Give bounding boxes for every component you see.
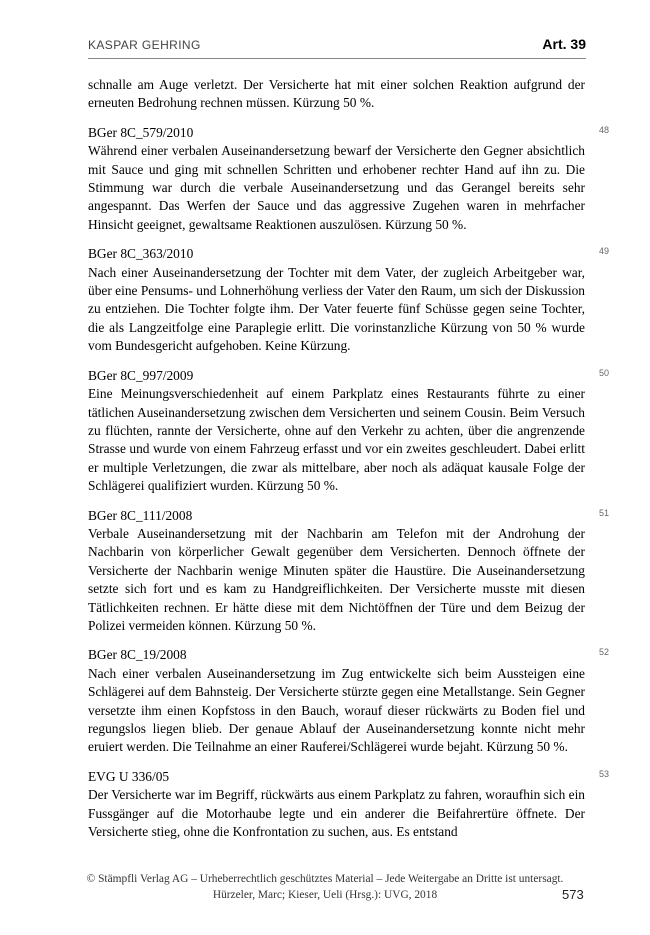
case-entry — [88, 124, 610, 234]
case-text: Der Versicherte war im Begriff, rückwärts aus einem Parkplatz zu fahren, woraufhin sich ein Fussgänger auf die Motorhaube legte und ein anderer die Beifahrertüre öffnete. Der Versicherte stieg, ohne die Konfrontation zu suchen, aus. Es entstand — [88, 787, 585, 840]
case-paragraph — [88, 124, 585, 234]
case-reference: BGer 8C_111/2008 — [88, 507, 193, 523]
case-paragraph — [88, 507, 585, 636]
case-reference: BGer 8C_363/2010 — [88, 246, 194, 262]
case-reference: EVG U 336/05 — [88, 768, 170, 784]
case-text: Eine Meinungsverschiedenheit auf einem Parkplatz eines Restaurants führte zu einer tätlichen Auseinandersetzung zwischen dem Versicherten und seinem Cousin. Beim Versuch zu flüchten, rannte der Versicherte, ohne auf den Verkehr zu achten, über die angrenzende Strasse und wurde von einem Fahrzeug erfasst und vor ein zweites geschleudert. Dabei erlitt er multiple Verletzungen, die zwar als mittelbare, aber noch als adäquat kausale Folge der Schlägerei qualifiziert wurden. Kürzung 50 %. — [88, 386, 585, 494]
case-reference: BGer 8C_579/2010 — [88, 124, 194, 140]
margin-number: 53 — [599, 768, 610, 779]
citation-line: Hürzeler, Marc; Kieser, Ueli (Hrsg.): UVG, 2018 — [212, 889, 438, 901]
case-text: Nach einer Auseinandersetzung der Tochter mit dem Vater, der zugleich Arbeitgeber war, über eine Pensums- und Lohnerhöhung verliess der Vater den Raum, um sich der Diskussion zu entziehen. Die Tochter folgte ihm. Der Vater feuerte fünf Schüsse gegen seine Tochter, die als Langzeitfolge eine Paraplegie erlitt. Die vorinstanzliche Kürzung von 50 % wurde vom Bundesgericht aufgehoben. Keine Kürzung. — [88, 264, 585, 354]
page-body — [88, 76, 610, 841]
case-paragraph — [88, 768, 585, 842]
case-text: Nach einer verbalen Auseinandersetzung im Zug entwickelte sich beim Aussteigen eine Schlägerei auf dem Bahnsteig. Der Versicherte stürzte gegen eine Metallstange. Sein Gegner versetzte ihm einen Kopfstoss in den Bauch, worauf dieser rückwärts zu Boden fiel und regungslos liegen blieb. Der genaue Ablauf der Auseinandersetzung konnte nicht mehr eruiert werden. Die Teilnahme an einer Rauferei/Schlägerei wurde bejaht. Kürzung 50 %. — [88, 665, 585, 755]
case-paragraph — [88, 646, 585, 756]
margin-number: 51 — [599, 507, 610, 518]
copyright-footer — [0, 871, 650, 903]
case-entry — [88, 245, 610, 355]
case-reference: BGer 8C_19/2008 — [88, 647, 187, 663]
margin-number: 48 — [599, 124, 610, 135]
page-number: 573 — [562, 887, 584, 902]
margin-number: 50 — [599, 367, 610, 378]
case-entry — [88, 646, 610, 756]
header-author: KASPAR GEHRING — [88, 38, 201, 52]
case-text: Während einer verbalen Auseinandersetzung bewarf der Versicherte den Gegner absichtlich mit Sauce und ging mit schnellen Schritten und erhobener rechter Hand auf ihn zu. Die Stimmung war durch die verbale Auseinandersetzung und das Gerangel bereits sehr angespannt. Das Werfen der Sauce und das aggressive Zugehen waren in mehrfacher Hinsicht geeignet, gewaltsame Reaktionen auszulösen. Kürzung 50 %. — [88, 143, 585, 232]
case-reference: BGer 8C_997/2009 — [88, 367, 194, 383]
case-entry — [88, 768, 610, 842]
running-header — [88, 36, 586, 59]
margin-number: 52 — [599, 647, 610, 658]
case-entry — [88, 367, 610, 496]
header-article: Art. 39 — [542, 36, 586, 52]
case-paragraph — [88, 245, 585, 355]
case-paragraph — [88, 367, 585, 496]
intro-paragraph: schnalle am Auge verletzt. Der Versicherte hat mit einer solchen Reaktion aufgrund der erneuten Bedrohung rechnen müssen. Kürzung 50 %. — [88, 77, 585, 111]
margin-number: 49 — [599, 246, 610, 257]
case-entry — [88, 507, 610, 636]
copyright-notice: © Stämpfli Verlag AG – Urheberrechtlich geschütztes Material – Jede Weitergabe an Dritte ist untersagt. — [86, 873, 564, 885]
case-text: Verbale Auseinandersetzung mit der Nachbarin am Telefon mit der Androhung der Nachbarin von körperlicher Gewalt gegenüber dem Versicherten. Dennoch öffnete der Versicherte der Nachbarin wenige Minuten später die Haustüre. Die Auseinandersetzung setzte sich fort und es kam zu Handgreiflichkeiten. Der Versicherte musste mit diesen Tätlichkeiten rechnen. Er hätte diese mit dem Nichtöffnen der Türe und dem Beizug der Polizei vermeiden können. Kürzung 50 %. — [88, 525, 585, 633]
